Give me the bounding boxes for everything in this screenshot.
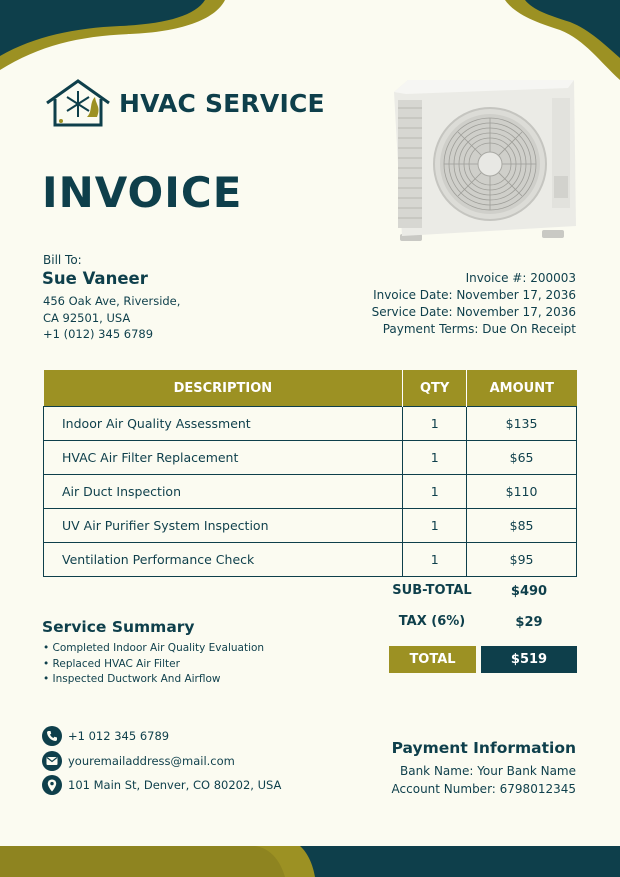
payment-terms: Payment Terms: Due On Receipt: [382, 322, 576, 336]
row-amount: $95: [467, 543, 577, 577]
tax-value: $29: [515, 615, 543, 630]
row-description: HVAC Air Filter Replacement: [44, 441, 403, 475]
row-description: Ventilation Performance Check: [44, 543, 403, 577]
table-row: [44, 475, 577, 509]
invoice-title: INVOICE: [42, 168, 243, 217]
payment-info-title: Payment Information: [391, 739, 576, 757]
row-amount: $65: [467, 441, 577, 475]
total-value: $519: [481, 646, 577, 673]
row-qty: 1: [403, 441, 467, 475]
bill-to-details: [43, 293, 180, 343]
row-description: Indoor Air Quality Assessment: [44, 407, 403, 441]
table-row: [44, 441, 577, 475]
service-summary-title: Service Summary: [42, 618, 195, 636]
row-qty: 1: [403, 543, 467, 577]
row-description: Air Duct Inspection: [44, 475, 403, 509]
header-description: DESCRIPTION: [44, 370, 403, 407]
contact-address-text: 101 Main St, Denver, CO 80202, USA: [68, 778, 282, 792]
contact-email-text[interactable]: youremailaddress@mail.com: [68, 754, 235, 768]
list-item: • Inspected Ductwork And Airflow: [43, 673, 221, 685]
row-amount: $135: [467, 407, 577, 441]
bill-to-address-line1: 456 Oak Ave, Riverside,: [43, 294, 181, 308]
payment-info-details: [392, 762, 576, 798]
service-summary-list: [43, 641, 264, 688]
phone-icon: [42, 726, 62, 746]
bill-to-label: Bill To:: [43, 253, 82, 267]
row-qty: 1: [403, 407, 467, 441]
invoice-number: Invoice #: 200003: [465, 271, 576, 285]
subtotal-value: $490: [510, 584, 548, 599]
header-qty: QTY: [403, 370, 467, 407]
table-header-row: [44, 370, 577, 407]
brand: [43, 77, 325, 129]
service-date: Service Date: November 17, 2036: [371, 305, 576, 319]
subtotal-label: SUB-TOTAL: [392, 583, 472, 598]
row-amount: $110: [467, 475, 577, 509]
table-row: [44, 509, 577, 543]
tax-label: TAX (6%): [398, 614, 466, 629]
bill-to-address-line2: CA 92501, USA: [43, 310, 131, 325]
bank-name: Bank Name: Your Bank Name: [399, 764, 576, 778]
location-icon: [42, 775, 62, 795]
total-label: TOTAL: [389, 646, 476, 673]
items-table: [43, 370, 577, 577]
brand-name: HVAC SERVICE: [119, 88, 325, 118]
row-qty: 1: [403, 509, 467, 543]
invoice-meta: [372, 270, 576, 338]
row-qty: 1: [403, 475, 467, 509]
bill-to-name: Sue Vaneer: [42, 269, 148, 288]
table-row: [44, 407, 577, 441]
row-description: UV Air Purifier System Inspection: [44, 509, 403, 543]
account-number: Account Number: 6798012345: [391, 782, 576, 796]
list-item: • Replaced HVAC Air Filter: [43, 657, 180, 670]
email-icon: [42, 751, 62, 771]
table-row: [44, 543, 577, 577]
bill-to-phone: +1 (012) 345 6789: [43, 327, 154, 341]
house-logo-icon: [43, 77, 113, 129]
list-item: • Completed Indoor Air Quality Evaluation: [43, 642, 265, 654]
contact-phone: [42, 726, 169, 746]
contact-email: [42, 751, 235, 771]
header-amount: AMOUNT: [467, 370, 577, 407]
contact-address: [42, 775, 281, 795]
air-conditioner-image: [392, 78, 578, 244]
invoice-date: Invoice Date: November 17, 2036: [373, 288, 576, 302]
contact-phone-text: +1 012 345 6789: [68, 729, 170, 743]
row-amount: $85: [467, 509, 577, 543]
